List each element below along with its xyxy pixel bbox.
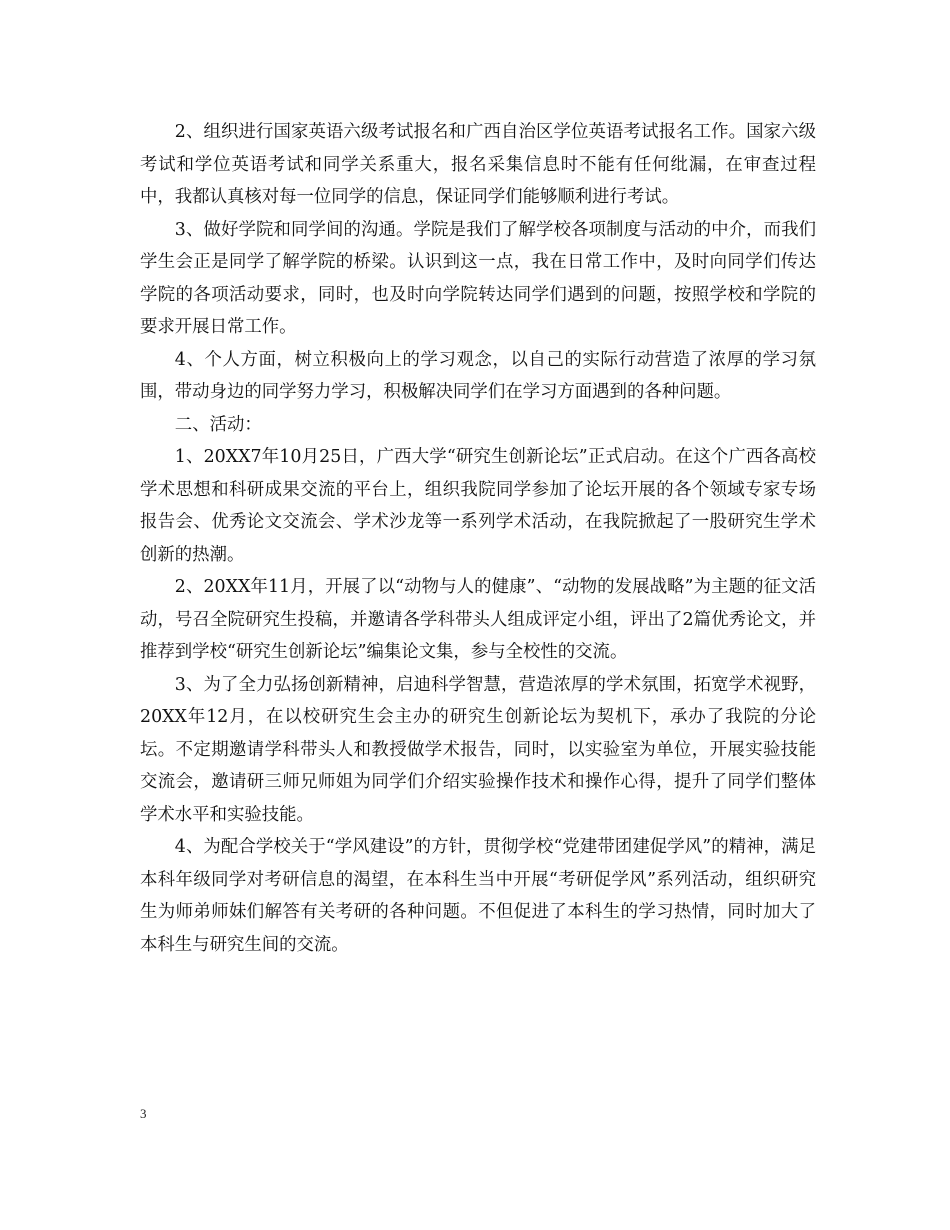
paragraph-essay-contest: 2、20XX年11月，开展了以“动物与人的健康”、“动物的发展战略”为主题的征文活动，号召全院研究生投稿，并邀请各学科带头人组成评定小组，评出了2篇优秀论文，并推荐到学校“研究生创新论坛”编集论文集，参与全校性的交流。 <box>140 577 816 662</box>
paragraph-sub-forum: 3、为了全力弘扬创新精神，启迪科学智慧，营造浓厚的学术氛围，拓宽学术视野，20XX年12月，在以校研究生会主办的研究生创新论坛为契机下，承办了我院的分论坛。不定期邀请学科带头人和教授做学术报告，同时，以实验室为单位，开展实验技能交流会，邀请研三师兄师姐为同学们介绍实验操作技术和操作心得，提升了同学们整体学术水平和实验技能。 <box>140 674 816 825</box>
paragraph-study-style: 4、为配合学校关于“学风建设”的方针，贯彻学校“党建带团建促学风”的精神，满足本科年级同学对考研信息的渴望，在本科生当中开展“考研促学风”系列活动，组织研究生为师弟师妹们解答有关考研的各种问题。不但促进了本科生的学习热情，同时加大了本科生与研究生间的交流。 <box>140 837 816 955</box>
document-body <box>140 116 816 961</box>
paragraph-communication: 3、做好学院和同学间的沟通。学院是我们了解学校各项制度与活动的中介，而我们学生会正是同学了解学院的桥梁。认识到这一点，我在日常工作中，及时向同学们传达学院的各项活动要求，同时，也及时向学院转达同学们遇到的问题，按照学校和学院的要求开展日常工作。 <box>140 219 816 337</box>
paragraph-personal: 4、个人方面，树立积极向上的学习观念，以自己的实际行动营造了浓厚的学习氛围，带动身边的同学努力学习，积极解决同学们在学习方面遇到的各种问题。 <box>140 349 816 402</box>
paragraph-innovation-forum: 1、20XX7年10月25日，广西大学“研究生创新论坛”正式启动。在这个广西各高校学术思想和科研成果交流的平台上，组织我院同学参加了论坛开展的各个领域专家专场报告会、优秀论文交流会、学术沙龙等一系列学术活动，在我院掀起了一股研究生学术创新的热潮。 <box>140 447 816 565</box>
paragraph-exam-registration: 2、组织进行国家英语六级考试报名和广西自治区学位英语考试报名工作。国家六级考试和学位英语考试和同学关系重大，报名采集信息时不能有任何纰漏，在审查过程中，我都认真核对每一位同学的信息，保证同学们能够顺利进行考试。 <box>140 122 816 207</box>
section-heading-activities: 二、活动： <box>174 414 262 435</box>
page-number: 3 <box>140 1106 147 1121</box>
